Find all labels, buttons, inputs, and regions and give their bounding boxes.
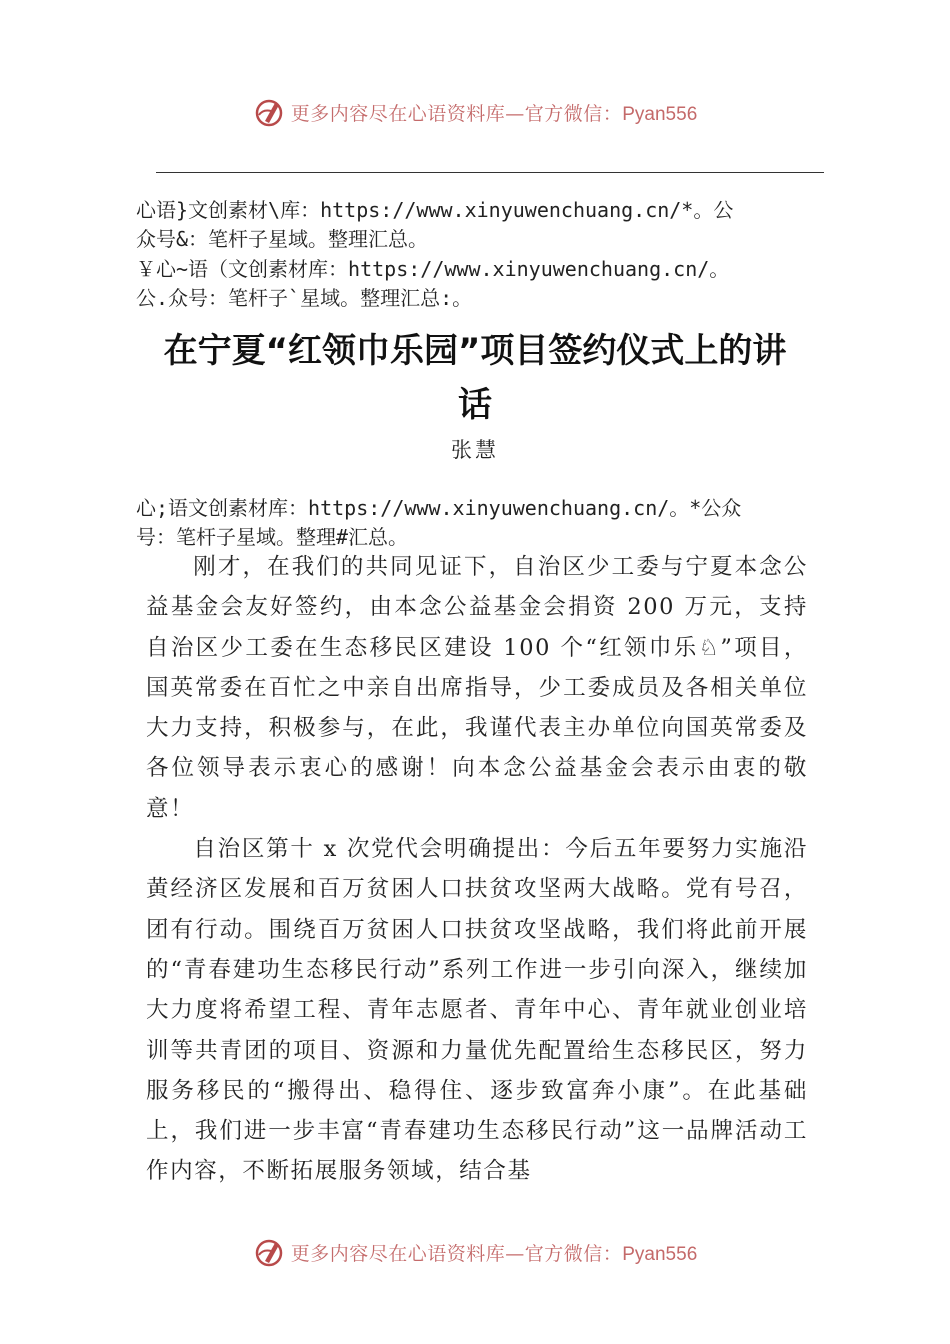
document-title: 在宁夏“红领巾乐园”项目签约仪式上的讲话 xyxy=(163,331,787,425)
header-banner-text: 更多内容尽在心语资料库—官方微信：Pyan556 xyxy=(290,102,698,125)
header-banner xyxy=(0,92,950,132)
footer-wechat-handle: Pyan556 xyxy=(622,1243,698,1265)
header-wechat-handle: Pyan556 xyxy=(622,103,698,125)
watermark-line-1: 心语}文创素材\库：https://www.xinyuwenchuang.cn/*。公 众号&：笔杆子星域。整理汇总。 xyxy=(136,198,734,251)
header-divider xyxy=(156,172,824,173)
watermark-line-2: ￥心~语（文创素材库：https://www.xinyuwenchuang.cn/。 公.众号：笔杆子`星域。整理汇总:。 xyxy=(136,257,730,310)
body-paragraph-1: 刚才，在我们的共同见证下，自治区少工委与宁夏本念公益基金会友好签约，由本念公益基金会捐资 200 万元，支持自治区少工委在生态移民区建设 100 个“红领巾乐♘”项目，国英常委在百忙之中亲自出席指导，少工委成员及各相关单位大力支持，积极参与，在此，我谨代表主办单位向国英常委及各位领导表示衷心的感谢！向本念公益基金会表示由衷的敬意！ xyxy=(146,554,808,822)
watermark-line-3: 心;语文创素材库：https://www.xinyuwenchuang.cn/。*公众 号：笔杆子星域。整理#汇总。 xyxy=(136,496,742,549)
pen-nib-logo-icon xyxy=(253,95,287,129)
pen-nib-logo-icon xyxy=(253,1235,287,1269)
document-body xyxy=(146,547,808,1192)
footer-banner xyxy=(0,1232,950,1272)
document-author: 张慧 xyxy=(451,438,499,462)
footer-banner-text: 更多内容尽在心语资料库—官方微信：Pyan556 xyxy=(290,1242,698,1265)
body-paragraph-2: 自治区第十 x 次党代会明确提出：今后五年要努力实施沿黄经济区发展和百万贫困人口扶贫攻坚两大战略。党有号召，团有行动。围绕百万贫困人口扶贫攻坚战略，我们将此前开展的“青春建功生态移民行动”系列工作进一步引向深入，继续加大力度将希望工程、青年志愿者、青年中心、青年就业创业培训等共青团的项目、资源和力量优先配置给生态移民区，努力服务移民的“搬得出、稳得住、逐步致富奔小康”。在此基础上，我们进一步丰富“青春建功生态移民行动”这一品牌活动工作内容，不断拓展服务领域，结合基 xyxy=(146,836,808,1185)
